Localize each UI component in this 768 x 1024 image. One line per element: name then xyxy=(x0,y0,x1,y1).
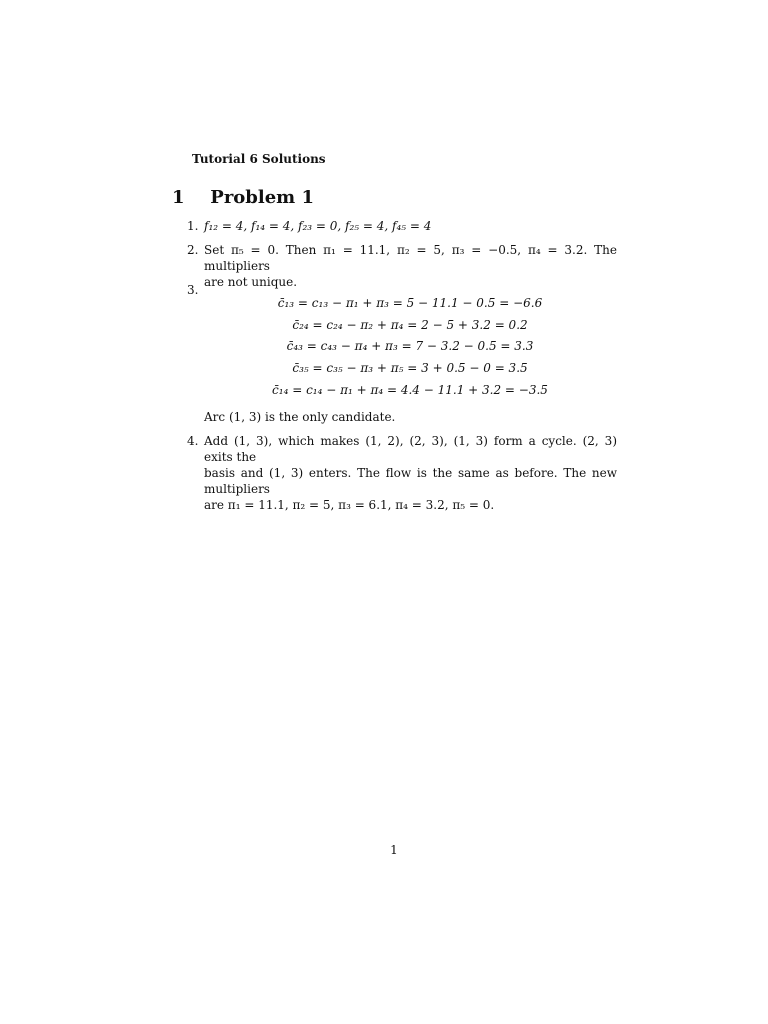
pivot-text xyxy=(204,433,617,513)
list-item-1 xyxy=(187,218,617,234)
flow-values: f₁₂ = 4, f₁₄ = 4, f₂₃ = 0, f₂₅ = 4, f₄₅ = 4 xyxy=(204,219,432,233)
equation: c̄₃₅ = c₃₅ − π₃ + π₅ = 3 + 0.5 − 0 = 3.5 xyxy=(292,361,528,375)
section-number: 1 xyxy=(172,187,185,208)
equation: c̄₂₄ = c₂₄ − π₂ + π₄ = 2 − 5 + 3.2 = 0.2 xyxy=(292,318,528,332)
list-marker: 1. xyxy=(187,219,199,233)
list-marker: 3. xyxy=(187,283,199,297)
section-title: Problem 1 xyxy=(210,187,315,208)
equation: c̄₁₃ = c₁₃ − π₁ + π₃ = 5 − 11.1 − 0.5 = −6.6 xyxy=(277,296,543,310)
list-marker: 2. xyxy=(187,243,199,257)
multipliers-text xyxy=(204,242,617,290)
equation: c̄₄₃ = c₄₃ − π₄ + π₃ = 7 − 3.2 − 0.5 = 3.3 xyxy=(286,339,534,353)
document-header: Tutorial 6 Solutions xyxy=(192,152,326,166)
page-number: 1 xyxy=(390,843,398,857)
section-heading xyxy=(172,187,314,208)
text-line: Add (1, 3), which makes (1, 2), (2, 3), (1, 3) form a cycle. (2, 3) exits the xyxy=(204,434,617,464)
list-marker: 4. xyxy=(187,434,199,448)
equation: c̄₁₄ = c₁₄ − π₁ + π₄ = 4.4 − 11.1 + 3.2 = −3.5 xyxy=(272,383,548,397)
text-line: are not unique. xyxy=(204,275,298,289)
list-item-2 xyxy=(187,242,617,290)
list-item-4 xyxy=(187,433,617,513)
text-line: Set π₅ = 0. Then π₁ = 11.1, π₂ = 5, π₃ = −0.5, π₄ = 3.2. The multipliers xyxy=(204,243,617,273)
text-line: basis and (1, 3) enters. The flow is the same as before. The new multipliers xyxy=(204,466,617,496)
candidate-note: Arc (1, 3) is the only candidate. xyxy=(204,410,396,424)
text-line: are π₁ = 11.1, π₂ = 5, π₃ = 6.1, π₄ = 3.2, π₅ = 0. xyxy=(204,498,495,512)
